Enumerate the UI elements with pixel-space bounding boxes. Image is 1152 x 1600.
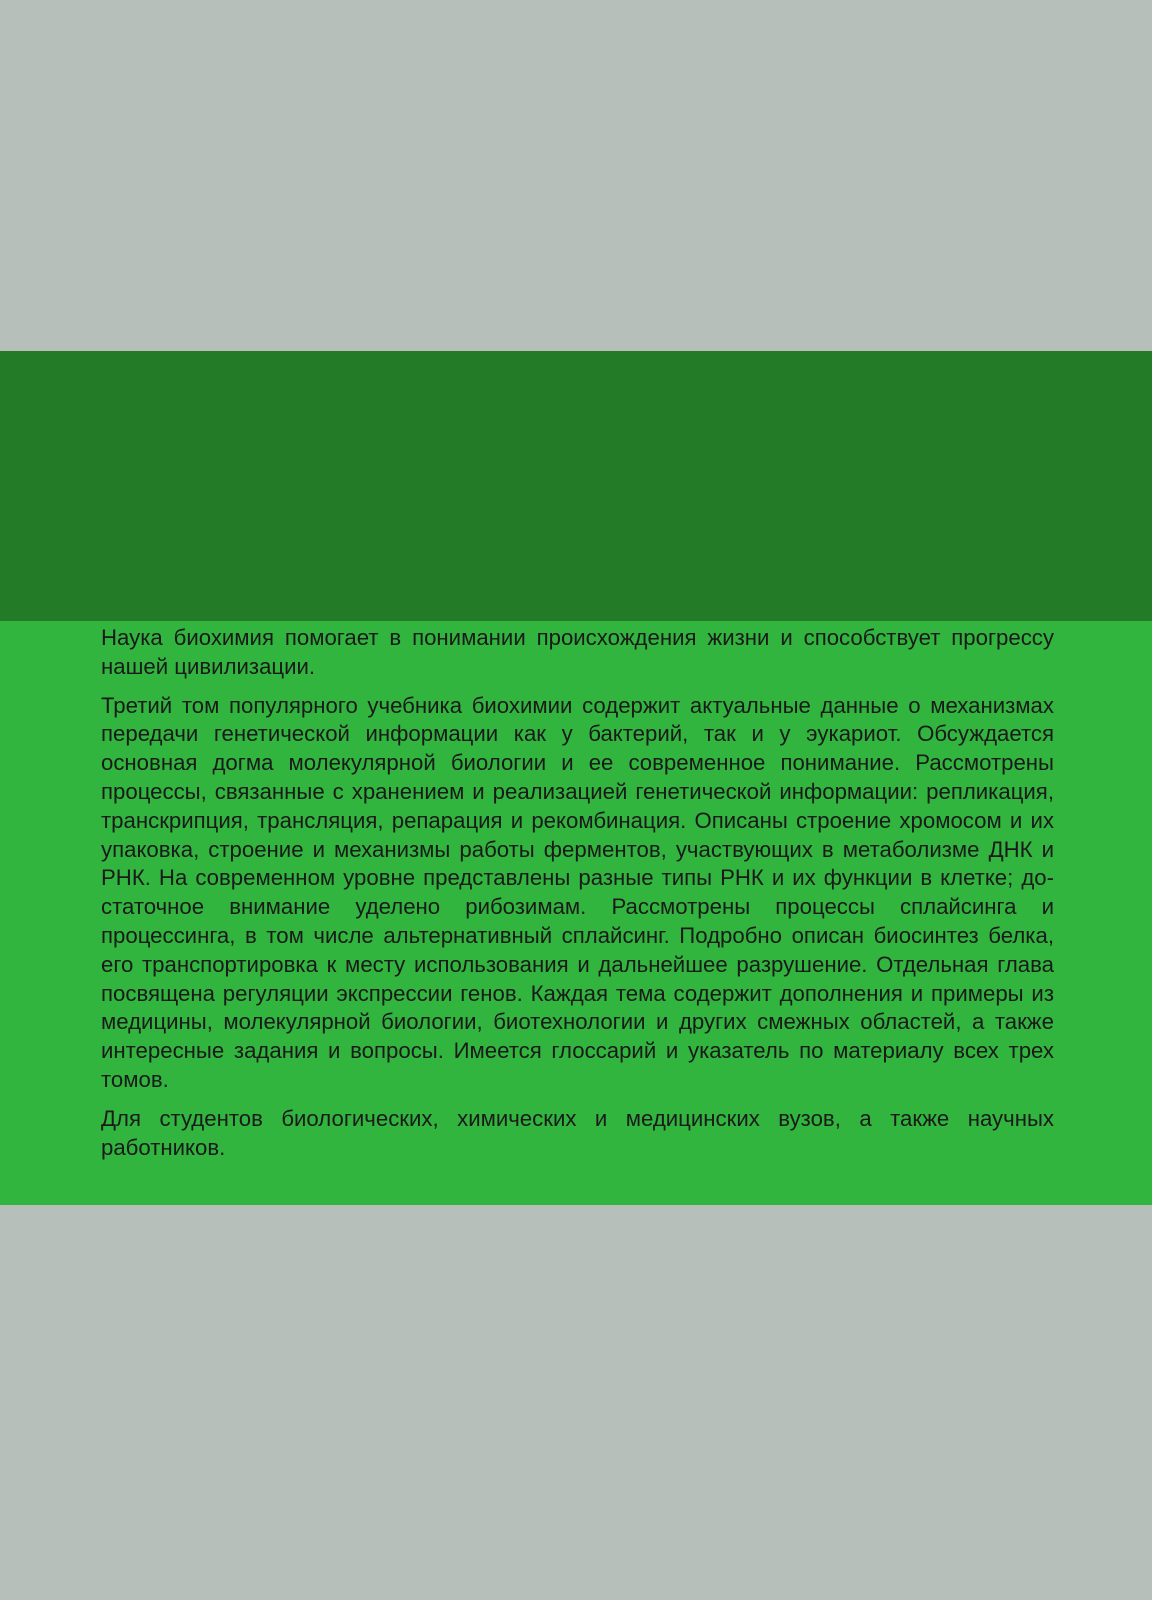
annotation-paragraph-description: Третий том популярного учебника биохимии содержит актуальные данные о механизмах передачи генетической информации как у бактерий, так и у эукариот. Обсуждается основная догма молекулярной биологии и ее современное понимание. Рассмотрены процессы, связанные с хранением и реализацией генетической информации: репликация, транскрипция, трансляция, репарация и рекомбинация. Описаны строение хромосом и их упаковка, строение и механизмы работы ферментов, участвующих в метаболизме ДНК и РНК. На современном уровне представлены разные типы РНК и их функции в клетке; достаточное внимание уделено рибозимам. Рассмотрены процессы сплайсинга и процессинга, в том числе альтернативный сплайсинг. Подробно описан биосинтез белка, его транспортировка к месту использования и дальнейшее разрушение. Отдельная глава посвящена регуляции экспрессии генов. Каждая тема содержит дополнения и примеры из медицины, молекулярной биологии, биотехнологии и других смежных областей, а также интересные задания и вопросы. Имеется глоссарий и указатель по материалу всех трех томов. [101, 692, 1054, 1092]
annotation-text [101, 624, 1054, 1172]
annotation-paragraph-audience: Для студентов биологических, химических и медицинских вузов, а также научных работников. [101, 1105, 1054, 1160]
bottom-gray-band [0, 1205, 1152, 1600]
annotation-paragraph-intro: Наука биохимия помогает в понимании происхождения жизни и способствует прогрессу нашей цивилизации. [101, 625, 1054, 679]
top-gray-band [0, 0, 1152, 351]
dark-green-band [0, 351, 1152, 621]
